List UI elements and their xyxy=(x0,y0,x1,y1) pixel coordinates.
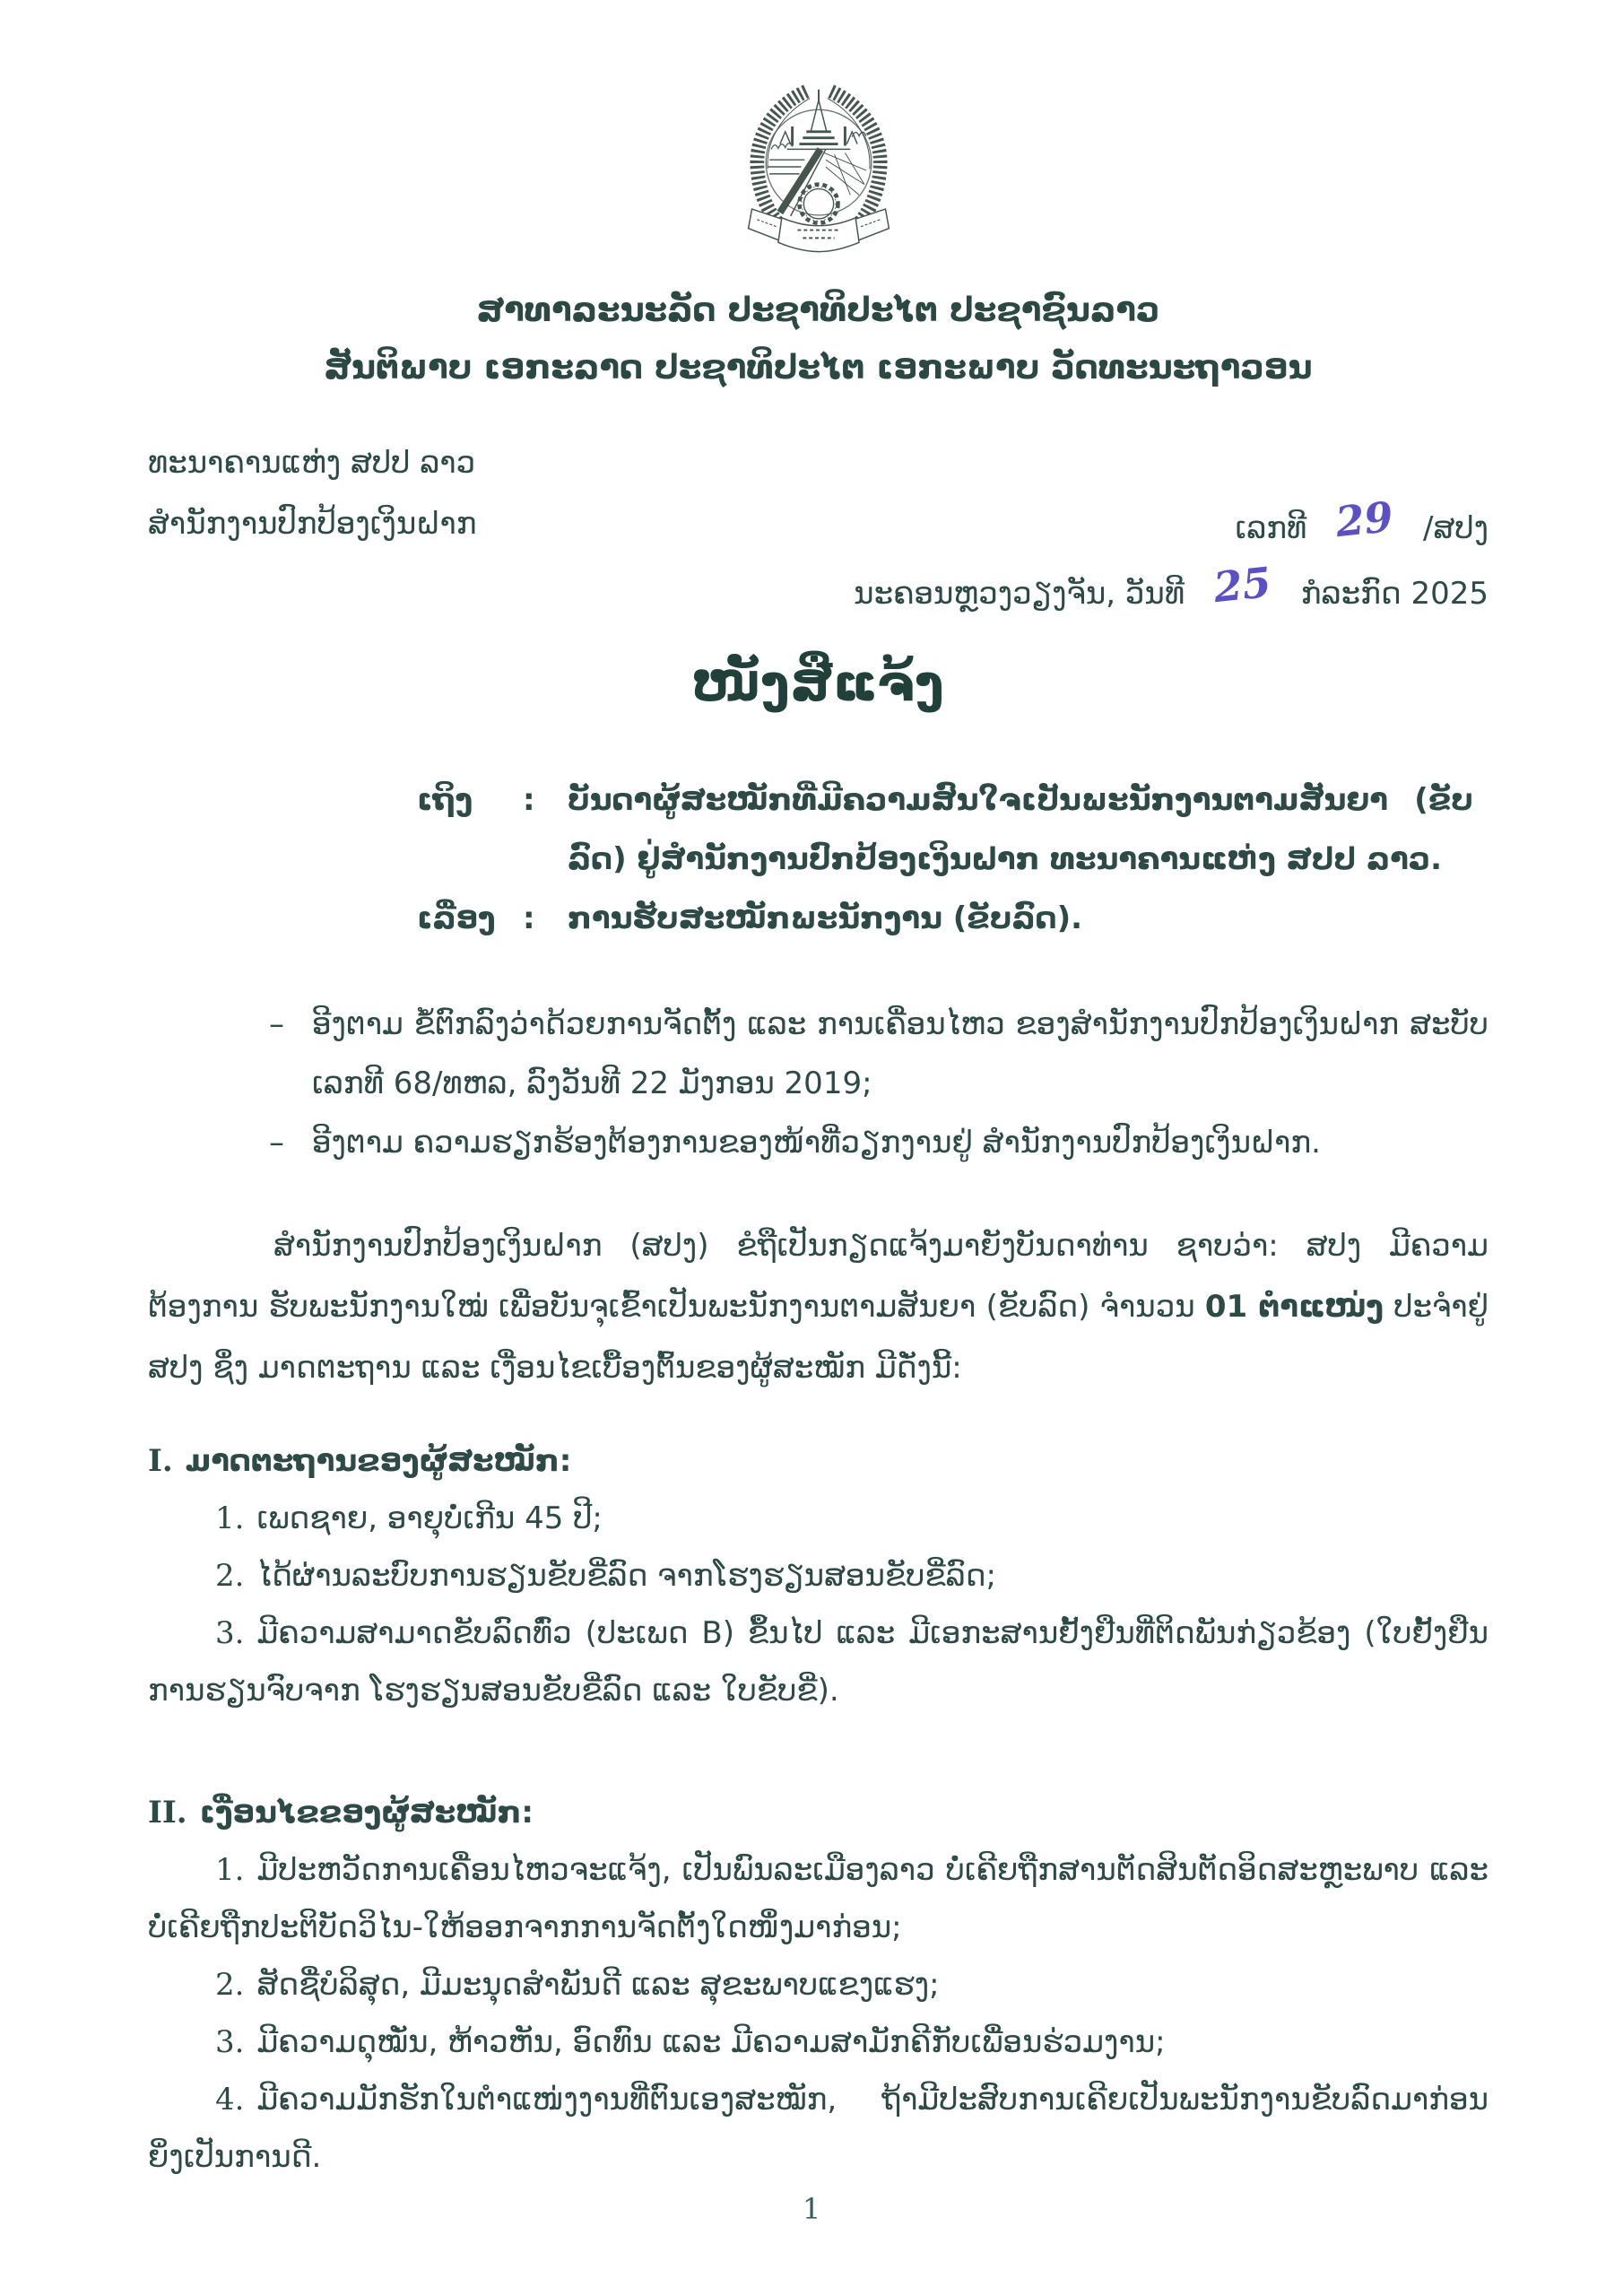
item-number: 4. xyxy=(215,2082,245,2118)
announcement-paragraph xyxy=(148,1215,1488,1398)
subject-text: ການຮັບສະໝັກພະນັກງານ (ຂັບລົດ). xyxy=(568,900,1083,936)
dash-bullet: – xyxy=(269,1006,284,1042)
country-motto-line1: ສາທາລະນະລັດ ປະຊາທິປະໄຕ ປະຊາຊົນລາວ xyxy=(476,291,1160,329)
position-count: 01 ຕຳແໜ່ງ xyxy=(1204,1289,1384,1325)
ref-suffix: /ສປງ xyxy=(1422,510,1488,546)
legal-basis-list xyxy=(269,995,1488,1172)
legal-basis-text-1: ອີງຕາມ ຂໍ້ຕົກລົງວ່າດ້ວຍການຈັດຕັ້ງ ແລະ ການເຄື່ອນໄຫວ ຂອງສຳນັກງານປົກປ້ອງເງິນຝາກ ສະບັບເລກທີ 68/ທຫລ, ລົງວັນທີ 22 ມັງກອນ 2019; xyxy=(312,1006,1488,1101)
to-text: ບັນດາຜູ້ສະໝັກທີ່ມີຄວາມສົນໃຈເປັນພະນັກງານຕາມສັນຍາ (ຂັບລົດ) ຢູ່ສຳນັກງານປົກປ້ອງເງິນຝາກ ທະນາຄານແຫ່ງ ສປປ ລາວ. xyxy=(568,782,1473,877)
reference-number-line xyxy=(854,493,1488,559)
gear-wheel xyxy=(799,185,838,223)
item-number: 1. xyxy=(215,1500,245,1536)
list-item xyxy=(148,1605,1488,1719)
to-row xyxy=(417,770,1488,889)
section-2-number: II. xyxy=(148,1795,187,1831)
item-number: 2. xyxy=(215,1558,245,1594)
page-number: 1 xyxy=(802,2192,821,2226)
item-text: ສັດຊື່ບໍລິສຸດ, ມີມະນຸດສຳພັນດີ ແລະ ສຸຂະພາບແຂງແຮງ; xyxy=(256,1967,940,2003)
item-text: ມີຄວາມດຸໝັ່ນ, ຫ້າວຫັນ, ອົດທົນ ແລະ ມີຄວາມສາມັກຄີກັບເພື່ອນຮ່ວມງານ; xyxy=(256,2024,1166,2060)
legal-basis-text-2: ອີງຕາມ ຄວາມຮຽກຮ້ອງຕ້ອງການຂອງໜ້າທີ່ວຽກງານຢູ່ ສຳນັກງານປົກປ້ອງເງິນຝາກ. xyxy=(312,1125,1321,1161)
ref-label: ເລກທີ xyxy=(1235,510,1307,546)
list-item xyxy=(148,1841,1488,1956)
item-text: ໄດ້ຜ່ານລະບົບການຮຽນຂັບຂີ່ລົດ ຈາກໂຮງຮຽນສອນຂັບຂີ່ລົດ; xyxy=(256,1558,996,1594)
list-item xyxy=(148,1956,1488,2013)
list-item xyxy=(148,1547,1488,1605)
item-number: 1. xyxy=(215,1852,245,1888)
legal-basis-item xyxy=(269,1113,1488,1172)
section-conditions xyxy=(148,1784,1488,2186)
section-1-title: ມາດຕະຖານຂອງຜູ້ສະໝັກ: xyxy=(185,1443,572,1479)
item-number: 3. xyxy=(215,1615,245,1651)
legal-basis-item xyxy=(269,995,1488,1113)
country-motto-line2: ສັນຕິພາບ ເອກະລາດ ປະຊາທິປະໄຕ ເອກະພາບ ວັດທະນະຖາວອນ xyxy=(324,348,1313,387)
date-month-year: ກໍລະກົດ 2025 xyxy=(1300,576,1488,612)
section-1-number: I. xyxy=(148,1443,173,1479)
document-title: ໜັງສືແຈ້ງ xyxy=(691,655,945,713)
dash-bullet: – xyxy=(269,1125,284,1161)
item-text: ເພດຊາຍ, ອາຍຸບໍ່ເກີນ 45 ປີ; xyxy=(256,1500,603,1536)
org-name-office: ສຳນັກງານປົກປ້ອງເງິນຝາກ xyxy=(148,506,477,542)
to-colon: : xyxy=(523,782,535,818)
list-item xyxy=(148,1490,1488,1547)
date-day-handwritten: 25 xyxy=(1211,557,1274,613)
section-qualifications xyxy=(148,1432,1488,1719)
subject-row xyxy=(417,889,1488,948)
subject-colon: : xyxy=(523,900,535,936)
announcement-part1: ສຳນັກງານປົກປ້ອງເງິນຝາກ (ສປງ) ຂໍຖືເປັນກຽດແຈ້ງມາຍັງບັນດາທ່ານ ຊາບວ່າ: ສປງ ມີຄວາມຕ້ອງການ ຮັບພະນັກງານໃໝ່ ເພື່ອບັນຈຸເຂົ້າເປັນພະນັກງານຕາມສັນຍາ (ຂັບລົດ) ຈຳນວນ xyxy=(148,1228,1488,1325)
item-text: ມີຄວາມມັກຮັກໃນຕຳແໜ່ງງານທີ່ຕົນເອງສະໝັກ, ຖ້າມີປະສົບການເຄີຍເປັນພະນັກງານຂັບລົດມາກ່ອນ ຍິ່ງເປັນການດີ. xyxy=(148,2082,1488,2175)
reference-and-date xyxy=(854,432,1488,624)
item-number: 2. xyxy=(215,1967,245,2003)
section-2-title: ເງື່ອນໄຂຂອງຜູ້ສະໝັກ: xyxy=(199,1795,534,1831)
list-item xyxy=(148,2013,1488,2071)
lao-emblem-graphic xyxy=(731,79,907,257)
lao-national-emblem xyxy=(148,79,1488,258)
section-2-heading xyxy=(148,1784,1488,1841)
item-text: ມີຄວາມສາມາດຂັບລົດທົ່ວ (ປະເພດ B) ຂຶ້ນໄປ ແລະ ມີເອກະສານຢັ້ງຢືນທີ່ຕິດພັນກ່ຽວຂ້ອງ (ໃບຢັ້ງຢືນການຮຽນຈົບຈາກ ໂຮງຮຽນສອນຂັບຂີ່ລົດ ແລະ ໃບຂັບຂີ່). xyxy=(148,1615,1488,1709)
announcement-part2: ປະຈຳຢູ່ ສປງ ຊຶ່ງ ມາດຕະຖານ ແລະ ເງື່ອນໄຂເບື້ອງຕົ້ນຂອງຜູ້ສະໝັກ ມີດັ່ງນີ້: xyxy=(148,1289,1488,1386)
org-name-bank: ທະນາຄານແຫ່ງ ສປປ ລາວ xyxy=(148,445,476,481)
to-label: ເຖິງ xyxy=(417,782,473,818)
letterhead xyxy=(148,432,1488,624)
place-date-label: ນະຄອນຫຼວງວຽງຈັນ, ວັນທີ xyxy=(854,576,1185,612)
subject-label: ເລື່ອງ xyxy=(417,900,496,936)
item-number: 3. xyxy=(215,2024,245,2060)
issuing-organization xyxy=(148,432,477,624)
place-date-line xyxy=(854,559,1488,624)
section-1-heading xyxy=(148,1432,1488,1490)
ref-number-handwritten: 29 xyxy=(1332,491,1396,547)
addressee-block xyxy=(417,770,1488,948)
item-text: ມີປະຫວັດການເຄື່ອນໄຫວຈະແຈ້ງ, ເປັນພົນລະເມືອງລາວ ບໍ່ເຄີຍຖືກສານຕັດສິນຕັດອິດສະຫຼະພາບ ແລະ ບໍ່ເຄີຍຖືກປະຕິບັດວິໄນ-ໃຫ້ອອກຈາກການຈັດຕັ້ງໃດໜຶ່ງມາກ່ອນ; xyxy=(148,1852,1488,1945)
list-item xyxy=(148,2071,1488,2186)
